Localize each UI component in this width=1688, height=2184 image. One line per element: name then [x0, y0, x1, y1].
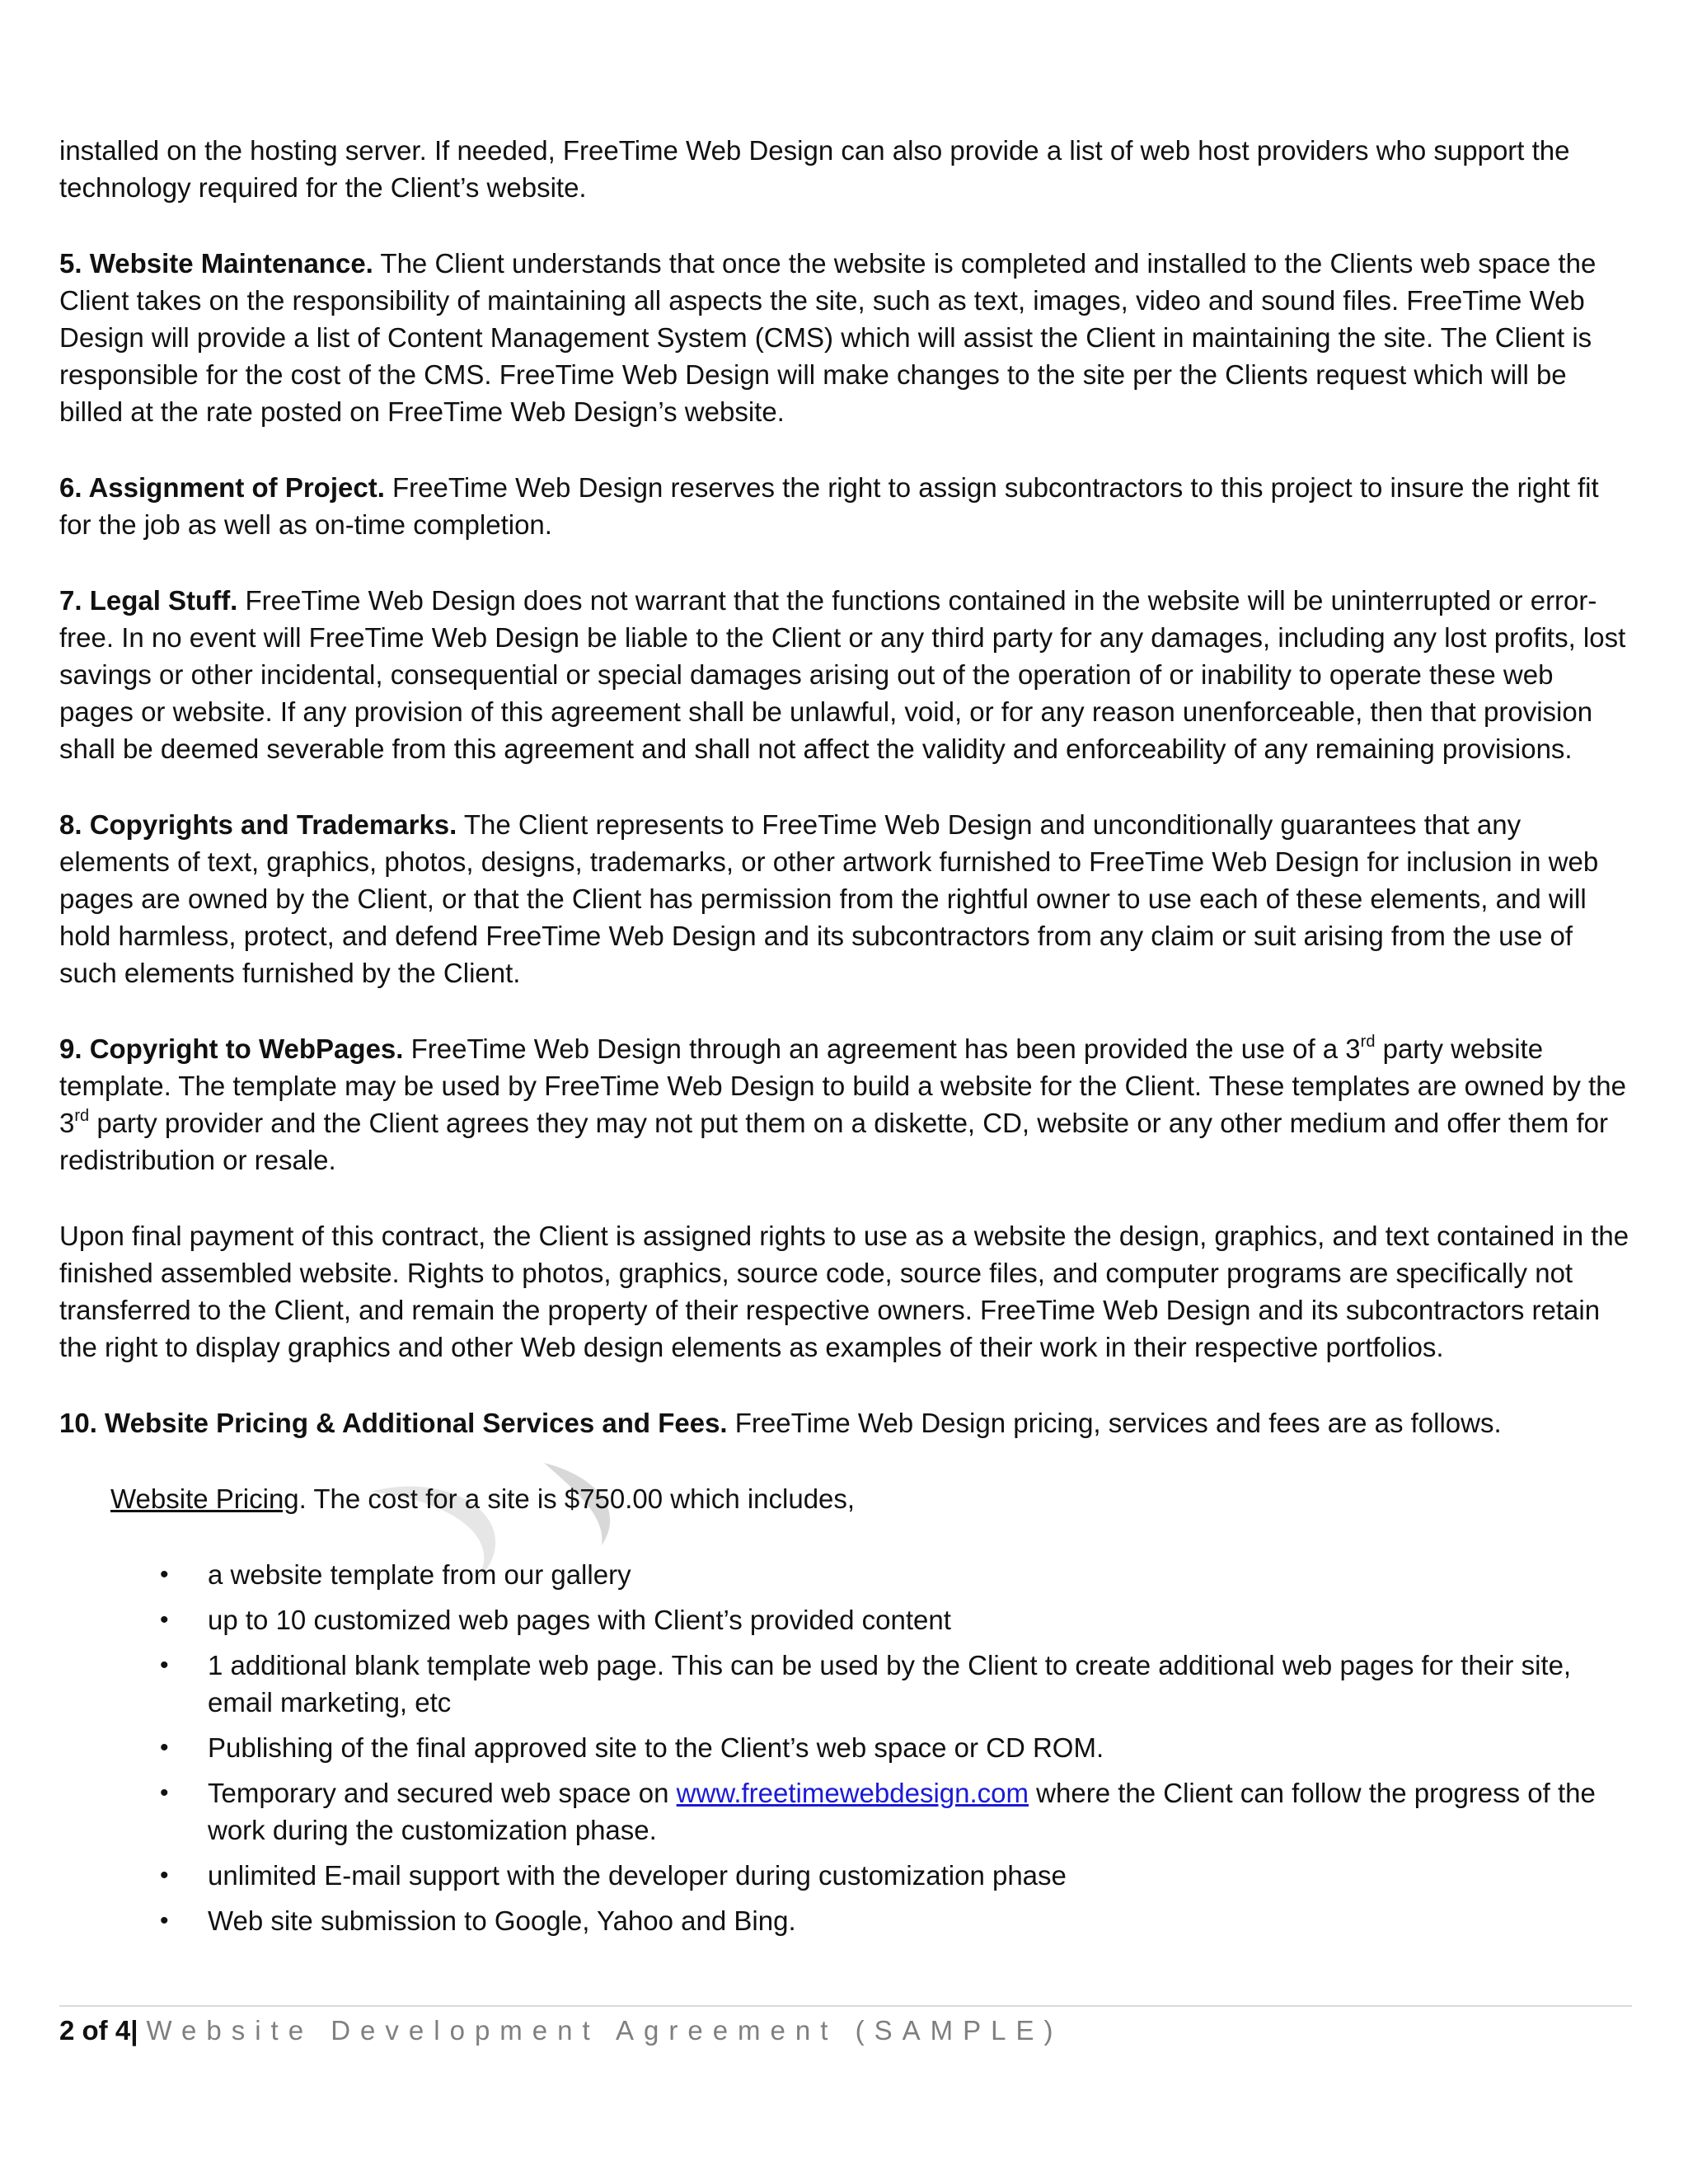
bullet-icon: • — [160, 1652, 169, 1679]
page-number: 2 of 4| — [59, 2015, 138, 2046]
section-copyrights-and-trademarks: 8. Copyrights and Trademarks. The Client represents to FreeTime Web Design and unconditionally guarantees that any elements of text, graphics, photos, designs, trademarks, or other artwork furnished to FreeTime Web Design for inclusion in web pages are owned by the Client, or that the Client has permission from the rightful owner to use each of these elements, and will hold harmless, protect, and defend FreeTime Web Design and its subcontractors from any claim or suit arising from the use of such elements furnished by the Client. — [59, 809, 1599, 988]
list-item: • unlimited E-mail support with the developer during customization phase — [208, 1857, 1634, 1894]
bullet-icon: • — [160, 1907, 169, 1934]
page-footer — [59, 2012, 1062, 2049]
final-payment-paragraph: Upon final payment of this contract, the Client is assigned rights to use as a website the design, graphics, and text contained in the finished assembled website. Rights to photos, graphics, source code, source files, and computer programs are specifically not transferred to the Client, and remain the property of their respective owners. FreeTime Web Design and its subcontractors retain the right to display graphics and other Web design elements as examples of their work in their respective portfolios. — [59, 1221, 1629, 1362]
section-heading: 10. Website Pricing & Additional Services and Fees. — [59, 1408, 728, 1438]
bullet-icon: • — [160, 1606, 169, 1633]
section-legal-stuff: 7. Legal Stuff. FreeTime Web Design does not warrant that the functions contained in the website will be uninterrupted or error-free. In no event will FreeTime Web Design be liable to the Client or any third party for any damages, including any lost profits, lost savings or other incidental, consequential or special damages arising out of the operation of or inability to operate these web pages or website. If any provision of this agreement shall be unlawful, void, or for any reason unenforceable, then that provision shall be deemed severable from this agreement and shall not affect the validity and enforceability of any remaining provisions. — [59, 585, 1626, 764]
bullet-icon: • — [160, 1734, 169, 1761]
bullet-icon: • — [160, 1862, 169, 1889]
freetimewebdesign-link[interactable]: www.freetimewebdesign.com — [676, 1778, 1029, 1808]
pricing-sub-label: Website Pricing — [110, 1483, 299, 1514]
section-heading: 7. Legal Stuff. — [59, 585, 238, 616]
continuation-paragraph: installed on the hosting server. If needed, FreeTime Web Design can also provide a list of web host providers who support the technology required for the Client’s website. — [59, 135, 1570, 203]
document-body — [59, 132, 1634, 1947]
list-item: • Web site submission to Google, Yahoo and Bing. — [208, 1902, 1634, 1939]
footer-divider — [59, 2005, 1632, 2007]
section-website-maintenance: 5. Website Maintenance. The Client understands that once the website is completed and installed to the Clients web space the Client takes on the responsibility of maintaining all aspects the site, such as text, images, video and sound files. FreeTime Web Design will provide a list of Content Management System (CMS) which will assist the Client in maintaining the site. The Client is responsible for the cost of the CMS. FreeTime Web Design will make changes to the site per the Clients request which will be billed at the rate posted on FreeTime Web Design’s website. — [59, 248, 1597, 427]
section-copyright-to-webpages: 9. Copyright to WebPages. FreeTime Web Design through an agreement has been provided the use of a 3rd party website template. The template may be used by FreeTime Web Design to build a website for the Client. These templates are owned by the 3rd party provider and the Client agrees they may not put them on a diskette, CD, website or any other medium and offer them for redistribution or resale. — [59, 1033, 1626, 1175]
list-item: • Temporary and secured web space on www.freetimewebdesign.com where the Client can follow the progress of the work during the customization phase. — [208, 1774, 1634, 1849]
section-heading: 6. Assignment of Project. — [59, 472, 385, 503]
list-item: • 1 additional blank template web page. This can be used by the Client to create additional web pages for their site, email marketing, etc — [208, 1647, 1634, 1721]
bullet-icon: • — [160, 1779, 169, 1807]
section-heading: 9. Copyright to WebPages. — [59, 1033, 404, 1064]
section-website-pricing: 10. Website Pricing & Additional Services and Fees. FreeTime Web Design pricing, services and fees are as follows. — [59, 1408, 1502, 1438]
section-assignment-of-project: 6. Assignment of Project. FreeTime Web Design reserves the right to assign subcontractors to this project to insure the right fit for the job as well as on-time completion. — [59, 472, 1599, 540]
footer-document-title: Website Development Agreement (SAMPLE) — [146, 2015, 1063, 2046]
section-heading: 8. Copyrights and Trademarks. — [59, 809, 457, 840]
pricing-includes-list — [59, 1556, 1634, 1939]
section-heading: 5. Website Maintenance. — [59, 248, 373, 279]
bullet-icon: • — [160, 1561, 169, 1588]
list-item: • a website template from our gallery — [208, 1556, 1634, 1593]
pricing-subsection: Website Pricing. The cost for a site is $750.00 which includes, — [110, 1483, 856, 1514]
list-item: • Publishing of the final approved site to the Client’s web space or CD ROM. — [208, 1729, 1634, 1766]
list-item: • up to 10 customized web pages with Client’s provided content — [208, 1601, 1634, 1638]
